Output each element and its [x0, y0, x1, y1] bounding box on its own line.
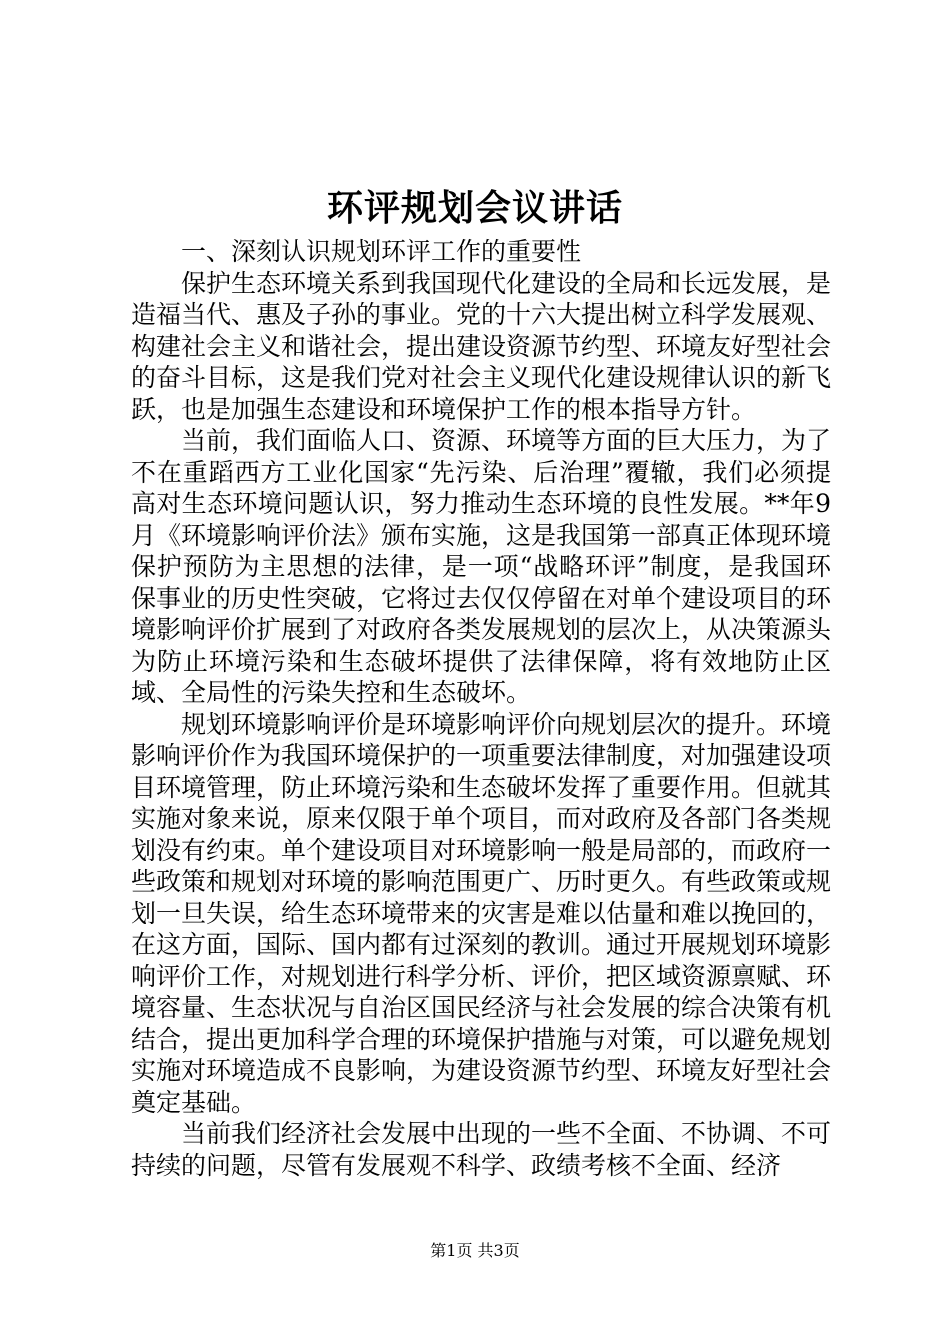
- paragraph: 规划环境影响评价是环境影响评价向规划层次的提升。环境影响评价作为我国环境保护的一项重要法律制度，对加强建设项目环境管理，防止环境污染和生态破坏发挥了重要作用。但就其实施对象来说，原来仅限于单个项目，而对政府及各部门各类规划没有约束。单个建设项目对环境影响一般是局部的，而政府一些政策和规划对环境的影响范围更广、历时更久。有些政策或规划一旦失误，给生态环境带来的灾害是难以估量和难以挽回的，在这方面，国际、国内都有过深刻的教训。通过开展规划环境影响评价工作，对规划进行科学分析、评价，把区域资源禀赋、环境容量、生态状况与自治区国民经济与社会发展的综合决策有机结合，提出更加科学合理的环境保护措施与对策，可以避免规划实施对环境造成不良影响，为建设资源节约型、环境友好型社会奠定基础。: [131, 709, 832, 1117]
- document-body: [131, 236, 831, 1181]
- page-number-footer: 第1页 共3页: [430, 1241, 520, 1260]
- document-title: 环评规划会议讲话: [326, 187, 623, 229]
- paragraph: 当前我们经济社会发展中出现的一些不全面、不协调、不可持续的问题，尽管有发展观不科学、政绩考核不全面、经济: [131, 1119, 832, 1180]
- paragraph: 保护生态环境关系到我国现代化建设的全局和长远发展，是造福当代、惠及子孙的事业。党的十六大提出树立科学发展观、构建社会主义和谐社会，提出建设资源节约型、环境友好型社会的奋斗目标，这是我们党对社会主义现代化建设规律认识的新飞跃，也是加强生态建设和环境保护工作的根本指导方针。: [131, 268, 832, 424]
- paragraph: 当前，我们面临人口、资源、环境等方面的巨大压力，为了不在重蹈西方工业化国家“先污染、后治理”覆辙，我们必须提高对生态环境问题认识，努力推动生态环境的良性发展。**年9月《环境影响评价法》颁布实施，这是我国第一部真正体现环境保护预防为主思想的法律，是一项“战略环评”制度，是我国环保事业的历史性突破，它将过去仅仅停留在对单个建设项目的环境影响评价扩展到了对政府各类发展规划的层次上，从决策源头为防止环境污染和生态破坏提供了法律保障，将有效地防止区域、全局性的污染失控和生态破坏。: [131, 426, 832, 707]
- section-heading: 一、深刻认识规划环评工作的重要性: [181, 237, 582, 266]
